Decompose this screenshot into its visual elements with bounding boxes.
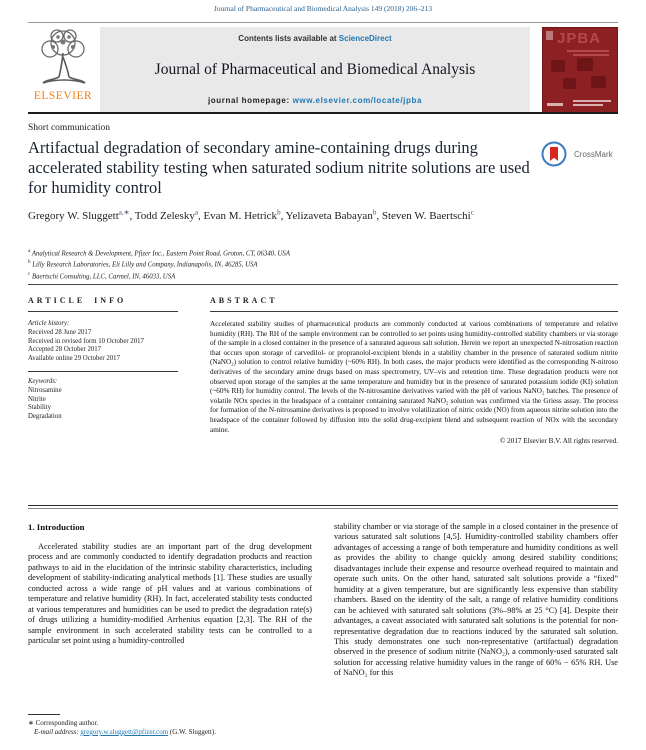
author-affiliation-sup: a,∗ — [118, 208, 130, 216]
masthead-center-panel — [100, 27, 530, 113]
sciencedirect-link[interactable]: ScienceDirect — [338, 34, 392, 43]
cover-subtitle-bar — [573, 54, 609, 56]
journal-title: Journal of Pharmaceutical and Biomedical Analysis — [154, 60, 476, 78]
cover-art-blob — [551, 60, 565, 72]
crossmark-badge[interactable] — [541, 141, 621, 169]
cover-art-blob — [577, 58, 593, 71]
affiliation-bottom-rule — [28, 284, 618, 285]
running-head-citation: Journal of Pharmaceutical and Biomedical Analysis 149 (2018) 206–213 — [213, 4, 433, 13]
journal-homepage-link[interactable]: www.elsevier.com/locate/jpba — [292, 96, 423, 105]
body-paragraph: stability chamber or via storage of the sample in a closed container in the presence of various saturated salt solutions [4,5]. Humidity-controlled stability chambers offer advantages of accessing a range of both temperature and humidity conditions as well as provides the ability to change quickly among desired stability conditions; disadvantages include their expense and resource overhead required to maintain and operate such units. On the other hand, saturated salt solutions provide a “fixed” humidity at a given temperature, but are significantly less expensive than stability chambers. Based on the identity of the salt, a range of relative humidity conditions can be achieved with saturated salt solutions (3%–98% at 25 °C) [4]. Despite their advantages, a caveat associated with saturated salt solutions is the potential for non-representative degradation due to reactions induced by the saturated salt solution. This study demonstrates one such non-representative (artifactual) degradation observed in the presence of sodium nitrite (NaNO₂), a commonly-used saturated salt solution for accessing relative humidity values in the range of 60% − 65% RH. Use of NaNO₂ for this — [334, 522, 618, 678]
cover-title: JPBA — [557, 30, 602, 47]
corresponding-author-footnote — [28, 714, 312, 737]
body-paragraph: Accelerated stability studies are an important part of the drug development process and are commonly conducted to identify degradation products and reaction pathways to aid in the elucidation of the intrinsic stability characteristics, including development of stability-indicating analytical methods [1]. These studies are usually conducted across a wide range of pH values and at various combinations of temperature and relative humidity (RH). In fact, accelerated stability tests conducted at various temperatures and humidities can be used to predict the degradation rate(s) of drugs utilizing a humidity-modified Arrhenius equation [2,3]. The RH of the sample environment in such accelerated stability tests can be controlled to a particular set point using a humidity-controlled — [28, 542, 312, 646]
history-item: Received in revised form 10 October 2017 — [28, 337, 144, 345]
cover-footer-bar — [547, 103, 563, 106]
email-label: E-mail address: — [34, 728, 79, 736]
corresponding-author-line: ∗ Corresponding author. — [28, 719, 99, 727]
author: Steven W. Baertschi$^c$ — [381, 208, 474, 222]
cover-footer-bar — [573, 100, 611, 102]
elsevier-tree-icon — [35, 27, 91, 89]
masthead-bottom-rule — [28, 112, 618, 114]
crossmark-icon — [541, 141, 567, 167]
keyword: Nitrosamine — [28, 386, 62, 394]
copyright-line: © 2017 Elsevier B.V. All rights reserved. — [499, 437, 618, 446]
author-affiliation-sup: b — [277, 208, 281, 216]
affiliation-list — [28, 247, 588, 281]
abstract-header: ABSTRACT — [210, 296, 618, 312]
cover-art-blob — [591, 76, 606, 88]
article-type-label: Short communication — [28, 123, 111, 133]
cover-subtitle-bar — [567, 50, 609, 52]
masthead-banner — [28, 27, 618, 113]
article-info-header: ARTICLE INFO — [28, 296, 178, 312]
keyword: Nitrite — [28, 395, 46, 403]
cover-publisher-mark — [546, 31, 553, 40]
author-list — [28, 206, 480, 223]
info-divider-rule — [28, 371, 178, 372]
journal-cover-thumbnail[interactable] — [542, 27, 618, 113]
top-divider — [28, 22, 618, 23]
email-suffix: (G.W. Sluggett). — [169, 728, 216, 736]
author-affiliation-sup: c — [470, 208, 474, 216]
author: Todd Zelesky$^a$, — [134, 208, 204, 222]
email-link[interactable]: gregory.w.sluggett@pfizer.com — [80, 728, 169, 736]
crossmark-label: CrossMark — [574, 149, 613, 159]
section-heading-introduction: 1. Introduction — [28, 522, 85, 532]
keyword: Stability — [28, 404, 52, 412]
author: Gregory W. Sluggett$^{a,∗}$, — [28, 208, 135, 222]
author-affiliation-sup: a — [194, 208, 198, 216]
author: Yelizaveta Babayan$^b$, — [285, 208, 380, 222]
abstract-text: Accelerated stability studies of pharmaceutical products are commonly conducted at various combinations of temperature and relative humidity (RH). The RH of the sample environment can be controlled to set points using humidity-controlled stability chambers or via storage of the sample in a closed container in the presence of a saturated aqueous salt solution. Herein we report an unexpected N-nitrosation reaction that occurs upon storage of carvedilol- or propranolol-excipient blends in a stability chamber in the presence of saturated sodium nitrite (NaNO₂) solution to control relative humidity (~60% RH). In both cases, the major products were identified as the corresponding N-nitroso derivatives of the secondary amine drugs based on mass spectrometry, UV–vis and retention time. These degradation products were not observed upon storage of the samples at the same temperature and humidity but in the presence of saturated potassium iodide (KI) solution (~60% RH) for humidity control. The levels of the N-nitrosamine derivatives varied with the pH of various NaNO₂ batches. The presence of volatile NOx species in the headspace of a container containing saturated NaNO₂ solution was confirmed via the Griess assay. The process for formation of the N-nitrosamine derivatives is proposed to involve volatilization of nitric oxide (NO) from aqueous nitrite solution into the headspace of the container followed by diffusion into the solid drug-excipient blend and subsequent reaction of NOx with the secondary amine. — [210, 320, 618, 434]
cover-art-blob — [563, 78, 576, 89]
article-title: Artifactual degradation of secondary amine-containing drugs during accelerated stability testing when saturated sodium nitrite solutions are used for humidity control — [28, 138, 530, 197]
abstract-bottom-rule — [28, 505, 618, 509]
affiliation: $^a$ Analytical Research & Development, Pfizer Inc., Eastern Point Road, Groton, CT, 06340, USA — [28, 249, 290, 258]
elsevier-wordmark: ELSEVIER — [33, 90, 93, 102]
body-column-right — [334, 522, 618, 679]
homepage-prefix: journal homepage: — [207, 96, 293, 105]
author-affiliation-sup: b — [372, 208, 377, 216]
email-line — [28, 728, 312, 737]
article-history-label: Article history: — [28, 320, 70, 327]
affiliation: $^c$ Baertschi Consulting, LLC, Carmel, IN, 46033, USA — [28, 271, 176, 280]
author: Evan M. Hetrick$^b$, — [203, 208, 286, 222]
cover-footer-bar — [573, 104, 603, 106]
affiliation: $^b$ Lilly Research Laboratories, Eli Lilly and Company, Indianapolis, IN, 46285, USA — [28, 260, 258, 269]
footnote-rule — [28, 714, 60, 715]
keyword: Degradation — [28, 413, 62, 421]
history-item: Available online 29 October 2017 — [28, 355, 120, 363]
contents-list-line — [238, 34, 391, 43]
history-item: Accepted 28 October 2017 — [28, 346, 102, 354]
contents-prefix: Contents lists available at — [238, 34, 339, 43]
journal-homepage-line — [208, 96, 422, 105]
article-info-column — [28, 296, 178, 422]
abstract-column — [210, 296, 618, 447]
keywords-label: Keywords: — [28, 377, 58, 385]
history-item: Received 28 June 2017 — [28, 328, 92, 336]
body-column-left — [28, 522, 312, 647]
elsevier-logo[interactable] — [28, 27, 98, 113]
